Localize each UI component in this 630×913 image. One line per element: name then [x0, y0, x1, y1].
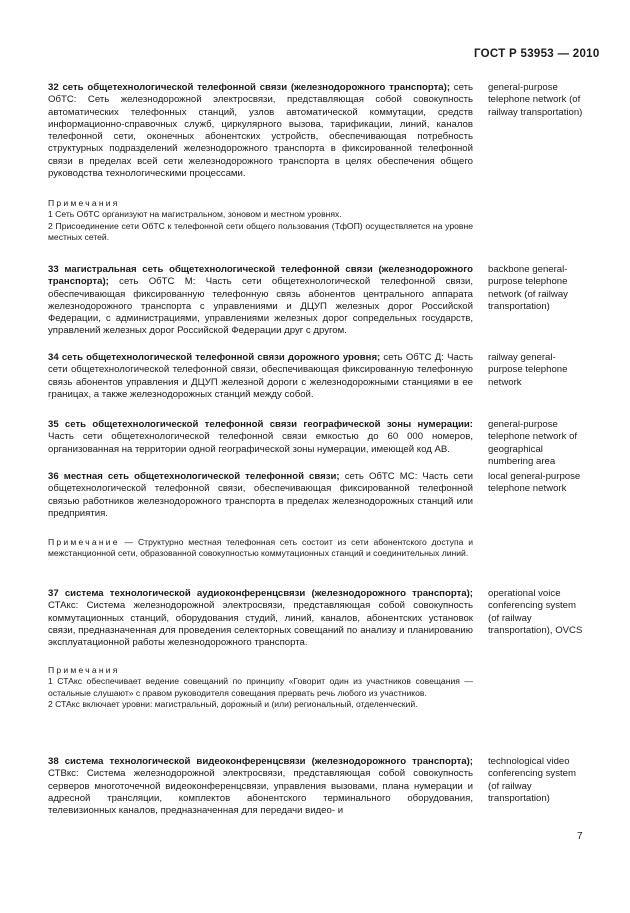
term-definition: сеть ОбТС Д: Часть сети общетехнологической телефонной связи, обеспечивающая фиксированную телефонную связь абонентов управления и ДЦУП железной дороги с железнодорожными станциями в ее границах, а также железнодорожных станций между собой. — [48, 352, 474, 400]
english-equivalent-35: general-purpose telephone network of geographical numbering area — [488, 419, 578, 467]
note-block-37 — [48, 665, 473, 711]
term-definition: сеть ОбТС М: Часть сети общетехнологической телефонной связи, обеспечивающая фиксированную телефонную связь абонентов центрального аппарата железнодорожного транспорта с управлениями и ДЦУП железных дорог Российской Федерации, с администрациями, управлениями железных дорог сопредельных государств, управлений железных дорог Российской Федерации друг с другом. — [48, 276, 473, 337]
english-equivalent-33: backbone general-purpose telephone network (of railway transportation) — [488, 264, 568, 312]
term-definition: СТАкс: Система железнодорожной электросвязи, представляющая собой совокупность коммутационных станций, оборудования студий, линий, каналов, абонентских установок связи, предназначенная для проведения селекторных совещаний по анализу и планированию эксплуатационной работы железнодорожного транспорта. — [48, 600, 473, 649]
note-item: 1 Сеть ОбТС организуют на магистральном, зоновом и местном уровнях. — [48, 209, 342, 220]
term-entry-32 — [48, 82, 473, 180]
term-title: 37 система технологической аудиоконференцсвязи (железнодорожного транспорта); — [48, 588, 473, 599]
term-entry-35 — [48, 419, 473, 456]
note-item: 2 Присоединение сети ОбТС к телефонной сети общего пользования (ТфОП) осуществляется на уровне местных сетей. — [48, 220, 473, 243]
document-header: ГОСТ Р 53953 — 2010 — [474, 48, 600, 60]
term-title: 33 магистральная сеть общетехнологической телефонной связи (железнодорожного транспорта); — [48, 264, 473, 288]
term-definition: Часть сети общетехнологической телефонной связи емкостью до 60 000 номеров, организованная на территории одной географической зоны нумерации, имеющей код АВ. — [48, 431, 473, 455]
term-definition: сеть ОбТС МС: Часть сети общетехнологической телефонной связи, обеспечивающая фиксированной телефонной связью работников железнодорожного транспорта в пределах железнодорожных станций или предприятия. — [48, 471, 473, 519]
term-definition: СТВкс: Система железнодорожной электросвязи, представляющая собой совокупность серверов многоточечной видеоконференцсвязи, управления вызовами, плана нумерации и адресной трансляции, комплектов абонентского терминального оборудования, телевизионных каналов, предназначенная для передачи видео- и — [48, 768, 473, 817]
term-title: 34 сеть общетехнологической телефонной связи дорожного уровня; — [48, 352, 381, 363]
note-item: 1 СТАкс обеспечивает ведение совещаний по принципу «Говорит один из участников совещания — остальные слушают» с правом руководителя совещания прервать речь любого из участников. — [48, 676, 473, 698]
note-item: — Структурно местная телефонная сеть состоит из сети абонентского доступа и межстанционной сети, образованной совокупностью коммутационных станций и соединительных линий. — [48, 537, 473, 559]
term-title: 36 местная сеть общетехнологической телефонной связи; — [48, 471, 340, 482]
note-label: Примечания — [48, 198, 120, 208]
note-label: Примечания — [48, 665, 120, 675]
english-equivalent-34: railway general-purpose telephone network — [488, 352, 568, 388]
term-title: 35 сеть общетехнологической телефонной связи географической зоны нумерации: — [48, 419, 473, 430]
note-block-32 — [48, 198, 473, 244]
term-entry-34 — [48, 352, 473, 401]
term-definition: сеть ОбТС: Сеть железнодорожной электросвязи, представляющая собой совокупность автоматических телефонных станций, узлов автоматической коммутации, средств информационно-справочных служб, циркулярного вызова, тарификации, линий, каналов телефонной сети, оконечных абонентских устройств, обеспечивающая потребность структурных подразделений железнодорожного транспорта в фиксированной телефонной связи в пределах всей сети железнодорожного транспорта в целях обеспечения общего руководства технологическими процессами. — [48, 82, 473, 180]
term-entry-37 — [48, 588, 473, 649]
page-number: 7 — [577, 831, 583, 842]
english-equivalent-36: local general-purpose telephone network — [488, 471, 581, 495]
note-item: 2 СТАкс включает уровни: магистральный, дорожный и (или) региональный, отделенческий. — [48, 699, 418, 710]
term-title: 32 сеть общетехнологической телефонной связи (железнодорожного транспорта); — [48, 82, 451, 93]
term-entry-38 — [48, 756, 473, 817]
term-title: 38 система технологической видеоконференцсвязи (железнодорожного транспорта); — [48, 756, 473, 767]
english-equivalent-37: operational voice conferencing system (of railway transportation), OVCS — [488, 588, 583, 636]
term-entry-36 — [48, 471, 473, 520]
english-equivalent-32: general-purpose telephone network (of railway transportation) — [488, 82, 583, 118]
term-entry-33 — [48, 264, 473, 338]
note-label: Примечание — [48, 537, 120, 547]
english-equivalent-38: technological video conferencing system (of railway transportation) — [488, 756, 576, 804]
note-block-36 — [48, 537, 473, 560]
